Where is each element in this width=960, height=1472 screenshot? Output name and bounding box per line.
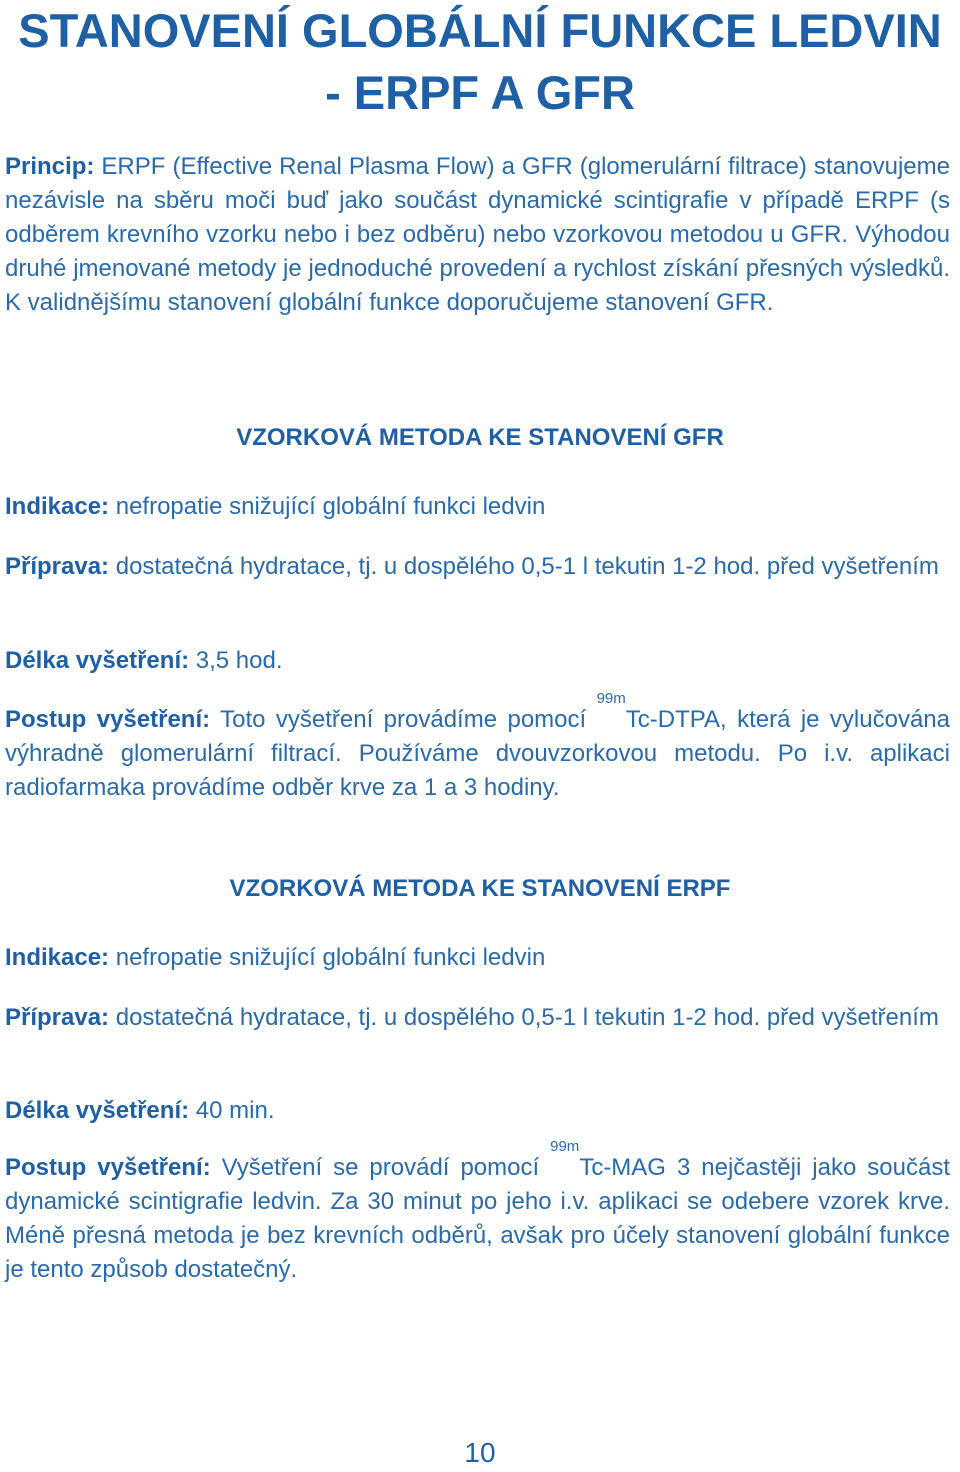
erpf-isotope-superscript: 99m	[550, 1138, 580, 1155]
gfr-procedure-text-after: Tc-DTPA, která je vylučována výhradně glomerulární filtrací. Používáme dvouvzorkovou metodu. Po i.v. aplikaci radiofarmaka provádíme odběr krve za 1 a 3 hodiny.	[5, 706, 951, 801]
erpf-preparation-text: dostatečná hydratace, tj. u dospělého 0,5-1 l tekutin 1-2 hod. před vyšetřením	[109, 1004, 939, 1031]
erpf-indication-text: nefropatie snižující globální funkci ledvin	[109, 944, 546, 971]
erpf-preparation	[5, 1001, 950, 1035]
erpf-duration-label: Délka vyšetření:	[5, 1097, 190, 1124]
gfr-duration	[5, 644, 950, 678]
principle-text: ERPF (Effective Renal Plasma Flow) a GFR (glomerulární filtrace) stanovujeme nezávisle na sběru moči buď jako součást dynamické scintigrafie v případě ERPF (s odběrem krevního vzorku nebo i bez odběru) nebo vzorkovou metodou u GFR. Výhodou druhé jmenované metody je jednoduché provedení a rychlost získání přesných výsledků. K validnějšímu stanovení globální funkce doporučujeme stanovení GFR.	[5, 153, 950, 316]
gfr-indication	[5, 490, 950, 524]
erpf-preparation-label: Příprava:	[5, 1004, 110, 1031]
gfr-section-heading: VZORKOVÁ METODA KE STANOVENÍ GFR	[236, 424, 724, 451]
gfr-procedure-label: Postup vyšetření:	[5, 706, 211, 733]
erpf-procedure-label: Postup vyšetření:	[5, 1154, 211, 1181]
principle-paragraph	[5, 150, 950, 320]
gfr-procedure-text-before: Toto vyšetření provádíme pomocí	[210, 706, 597, 733]
gfr-duration-text: 3,5 hod.	[189, 647, 283, 674]
erpf-procedure	[5, 1138, 950, 1287]
erpf-duration	[5, 1094, 950, 1128]
gfr-duration-label: Délka vyšetření:	[5, 647, 190, 674]
erpf-procedure-text-before: Vyšetření se provádí pomocí	[210, 1154, 551, 1181]
gfr-procedure	[5, 690, 951, 805]
page-number: 10	[464, 1437, 496, 1468]
page-title-line-1: STANOVENÍ GLOBÁLNÍ FUNKCE LEDVIN	[18, 4, 942, 57]
gfr-preparation-label: Příprava:	[5, 553, 110, 580]
gfr-preparation	[5, 550, 950, 584]
principle-label: Princip:	[5, 153, 95, 180]
erpf-indication	[5, 941, 950, 975]
erpf-indication-label: Indikace:	[5, 944, 110, 971]
erpf-procedure-text-after: Tc-MAG 3 nejčastěji jako součást dynamické scintigrafie ledvin. Za 30 minut po jeho i.v. aplikaci se odebere vzorek krve. Méně přesná metoda je bez krevních odběrů, avšak pro účely stanovení globální funkce je tento způsob dostatečný.	[5, 1154, 950, 1283]
gfr-indication-label: Indikace:	[5, 493, 110, 520]
gfr-indication-text: nefropatie snižující globální funkci ledvin	[109, 493, 546, 520]
gfr-isotope-superscript: 99m	[596, 690, 626, 707]
page-title-line-2: - ERPF A GFR	[325, 66, 635, 119]
erpf-section-heading: VZORKOVÁ METODA KE STANOVENÍ ERPF	[229, 875, 731, 902]
gfr-preparation-text: dostatečná hydratace, tj. u dospělého 0,5-1 l tekutin 1-2 hod. před vyšetřením	[109, 553, 939, 580]
erpf-duration-text: 40 min.	[189, 1097, 275, 1124]
